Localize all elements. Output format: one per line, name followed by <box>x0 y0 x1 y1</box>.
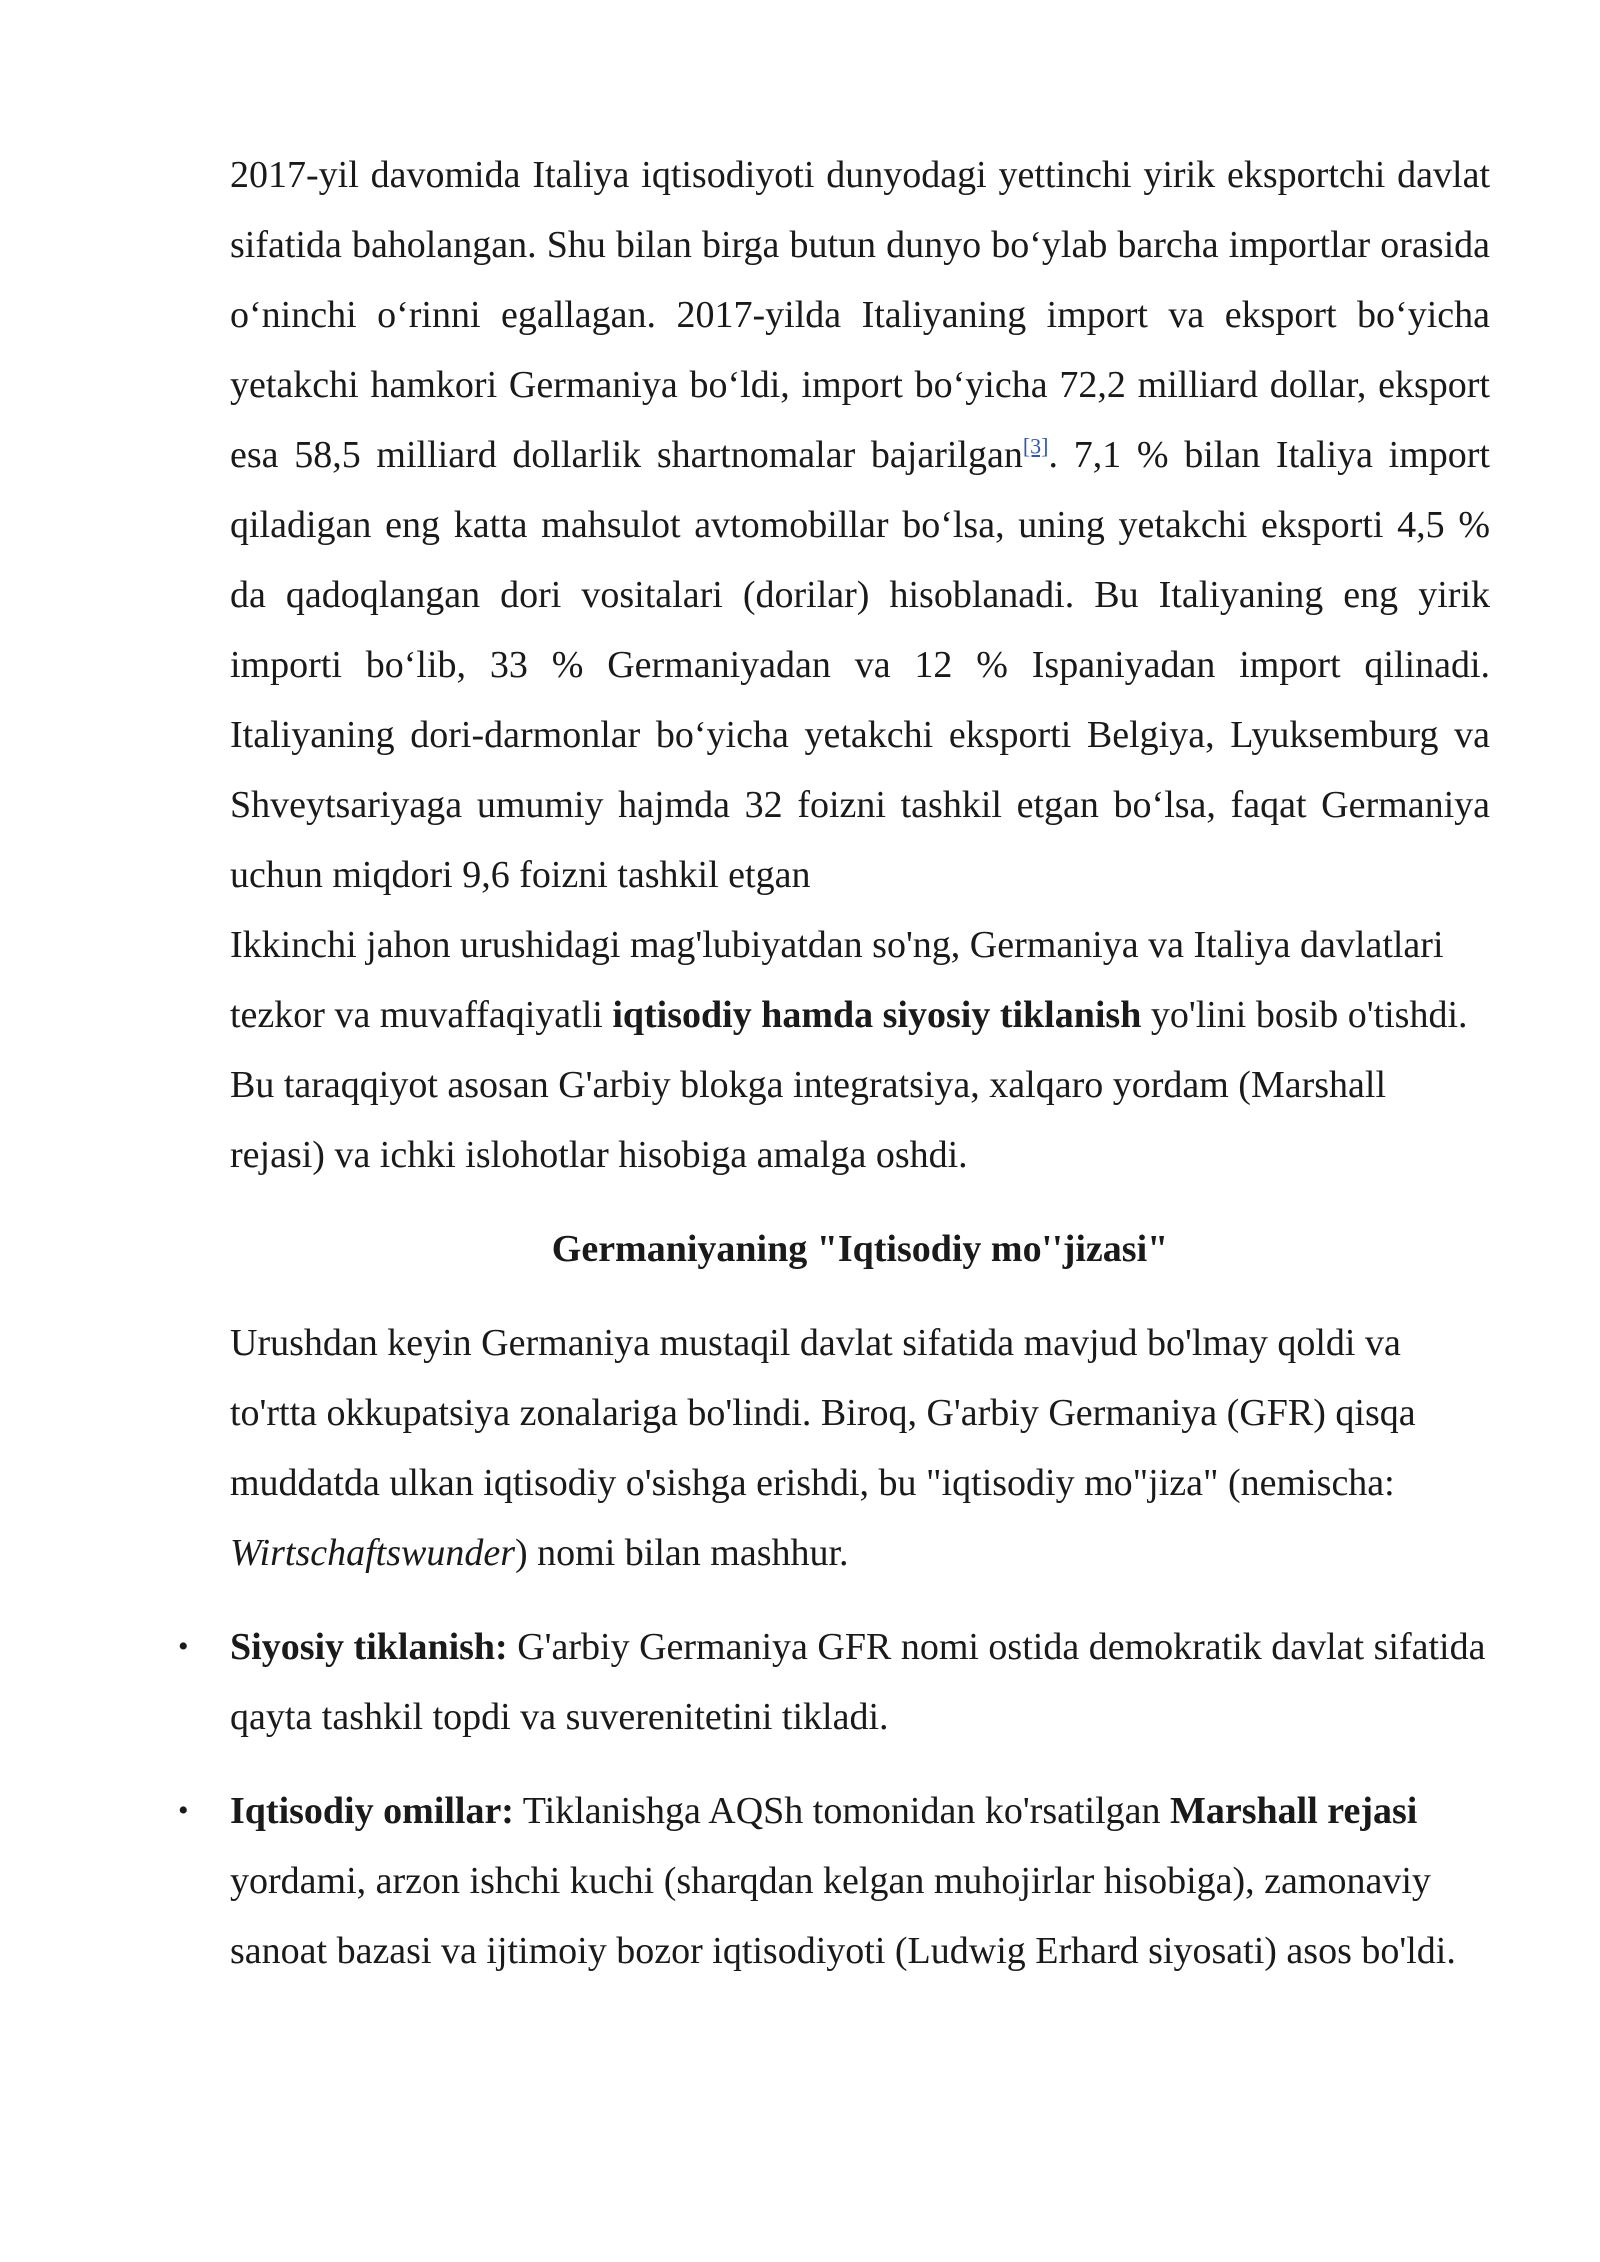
paragraph-text: . 7,1 % bilan Italiya import qiladigan eng katta mahsulot avtomobillar boʻlsa, uning yetakchi eksporti 4,5 % da qadoqlangan dori vositalari (dorilar) hisoblanadi. Bu Italiyaning eng yirik importi boʻlib, 33 % Germaniyadan va 12 % Ispaniyadan import qilinadi. Italiyaning dori-darmonlar boʻyicha yetakchi eksporti Belgiya, Lyuksemburg va Shveytsariyaga umumiy hajmda 32 foizni tashkil etgan boʻlsa, faqat Germaniya uchun miqdori 9,6 foizni tashkil etgan <box>230 434 1490 896</box>
footnote-reference-link[interactable]: [3] <box>1022 433 1049 459</box>
paragraph-economic-miracle <box>230 1308 1490 1588</box>
bold-phrase: Marshall rejasi <box>1170 1790 1418 1832</box>
list-item <box>178 1612 1490 1752</box>
list-item-text: G'arbiy Germaniya GFR nomi ostida demokratik davlat sifatida qayta tashkil topdi va suverenitetini tikladi. <box>230 1626 1486 1738</box>
bold-phrase: iqtisodiy hamda siyosiy tiklanish <box>612 994 1142 1036</box>
paragraph-text: yo'lini bosib o'tishdi. Bu taraqqiyot asosan G'arbiy blokga integratsiya, xalqaro yordam (Marshall rejasi) va ichki islohotlar hisobiga amalga oshdi. <box>230 994 1468 1176</box>
bullet-icon: • <box>178 1794 189 1827</box>
document-page <box>178 140 1490 2010</box>
list-item-text: yordami, arzon ishchi kuchi (sharqdan kelgan muhojirlar hisobiga), zamonaviy sanoat bazasi va ijtimoiy bozor iqtisodiyoti (Ludwig Erhard siyosati) asos bo'ldi. <box>230 1860 1456 1972</box>
list-item <box>178 1776 1490 1986</box>
paragraph-text: 2017-yil davomida Italiya iqtisodiyoti dunyodagi yettinchi yirik eksportchi davlat sifatida baholangan. Shu bilan birga butun dunyo boʻylab barcha importlar orasida oʻninchi oʻrinni egallagan. 2017-yilda Italiyaning import va eksport boʻyicha yetakchi hamkori Germaniya boʻldi, import boʻyicha 72,2 milliard dollar, eksport esa 58,5 milliard dollarlik shartnomalar bajarilgan <box>230 154 1490 476</box>
italic-term: Wirtschaftswunder <box>230 1532 516 1574</box>
list-item-text: Tiklanishga AQSh tomonidan ko'rsatilgan <box>513 1790 1171 1832</box>
bullet-list <box>178 1612 1490 1986</box>
list-item-label: Iqtisodiy omillar: <box>230 1790 514 1832</box>
paragraph-postwar-recovery <box>230 910 1490 1190</box>
paragraph-text: ) nomi bilan mashhur. <box>515 1532 849 1574</box>
paragraph-text: Ikkinchi jahon urushidagi mag'lubiyatdan so'ng, Germaniya va Italiya davlatlari tezkor va muvaffaqiyatli <box>230 924 1444 1036</box>
paragraph-text: Urushdan keyin Germaniya mustaqil davlat sifatida mavjud bo'lmay qoldi va to'rtta okkupatsiya zonalariga bo'lindi. Biroq, G'arbiy Germaniya (GFR) qisqa muddatda ulkan iqtisodiy o'sishga erishdi, bu "iqtisodiy mo"jiza" (nemischa: <box>230 1322 1416 1504</box>
paragraph-italy-trade <box>230 140 1490 910</box>
section-heading: Germaniyaning "Iqtisodiy mo''jizasi" <box>551 1228 1169 1270</box>
bullet-icon: • <box>178 1630 189 1663</box>
list-item-label: Siyosiy tiklanish: <box>230 1626 508 1668</box>
